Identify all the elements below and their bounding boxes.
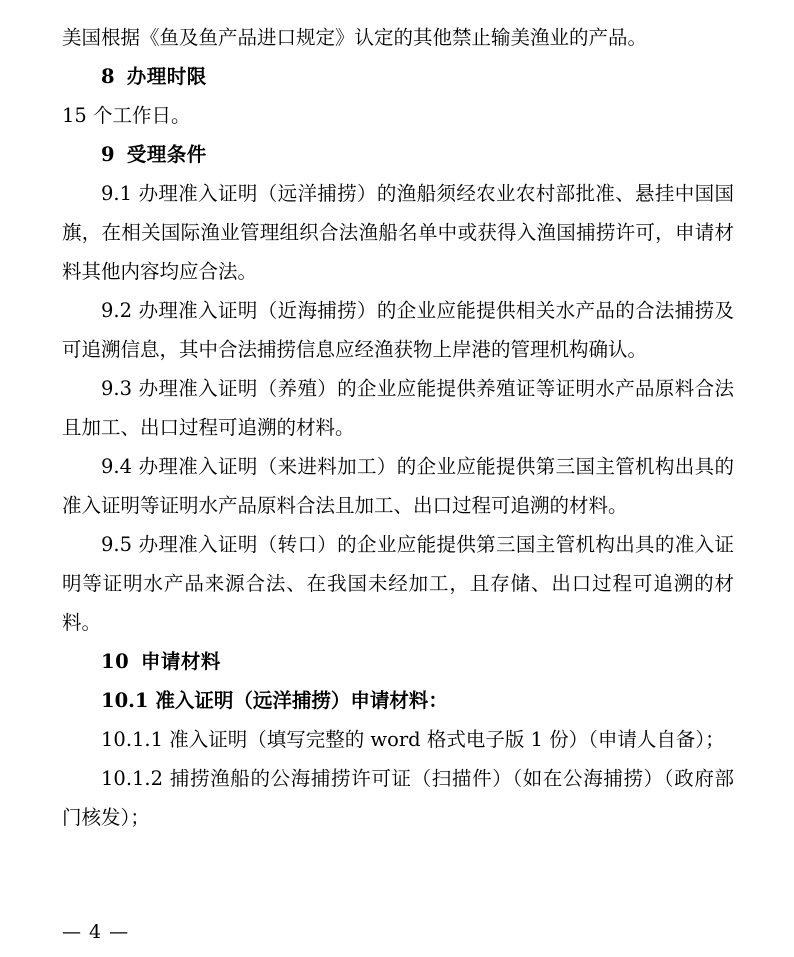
paragraph-clause-9-1: 9.1 办理准入证明（远洋捕捞）的渔船须经农业农村部批准、悬挂中国国旗，在相关国际渔业管理组织合法渔船名单中或获得入渔国捕捞许可，申请材料其他内容均应合法。 xyxy=(62,182,734,283)
subheading-section-10-1 xyxy=(62,681,734,720)
paragraph-clause-9-4: 9.4 办理准入证明（来进料加工）的企业应能提供第三国主管机构出具的准入证明等证明水产品原料合法且加工、出口过程可追溯的材料。 xyxy=(62,455,734,517)
heading-section-10 xyxy=(62,642,734,681)
heading-text-8: 办理时限 xyxy=(126,65,207,88)
heading-section-9 xyxy=(62,135,734,174)
paragraph-intro-continuation: 美国根据《鱼及鱼产品进口规定》认定的其他禁止输美渔业的产品。 xyxy=(62,26,648,49)
paragraph-item-10-1-2: 10.1.2 捕捞渔船的公海捕捞许可证（扫描件）（如在公海捕捞）（政府部门核发）； xyxy=(62,767,734,829)
subheading-number-10-1: 10.1 xyxy=(101,689,149,712)
heading-section-8 xyxy=(62,57,734,96)
heading-number-8: 8 xyxy=(101,65,116,88)
document-body xyxy=(62,18,734,837)
paragraph-clause-9-2: 9.2 办理准入证明（近海捕捞）的企业应能提供相关水产品的合法捕捞及可追溯信息，其中合法捕捞信息应经渔获物上岸港的管理机构确认。 xyxy=(62,299,734,361)
heading-text-10: 申请材料 xyxy=(140,650,221,673)
paragraph-clause-9-5: 9.5 办理准入证明（转口）的企业应能提供第三国主管机构出具的准入证明等证明水产品来源合法、在我国未经加工，且存储、出口过程可追溯的材料。 xyxy=(62,533,734,634)
subheading-text-10-1: 准入证明（远洋捕捞）申请材料： xyxy=(155,689,448,712)
paragraph-clause-9-3: 9.3 办理准入证明（养殖）的企业应能提供养殖证等证明水产品原料合法且加工、出口过程可追溯的材料。 xyxy=(62,377,734,439)
paragraph-section-8-body: 15 个工作日。 xyxy=(62,104,191,127)
paragraph-item-10-1-1: 10.1.1 准入证明（填写完整的 word 格式电子版 1 份）（申请人自备）； xyxy=(101,728,725,751)
page-number: — 4 — xyxy=(62,921,130,943)
heading-text-9: 受理条件 xyxy=(126,143,207,166)
heading-number-9: 9 xyxy=(101,143,116,166)
heading-number-10: 10 xyxy=(101,650,130,673)
